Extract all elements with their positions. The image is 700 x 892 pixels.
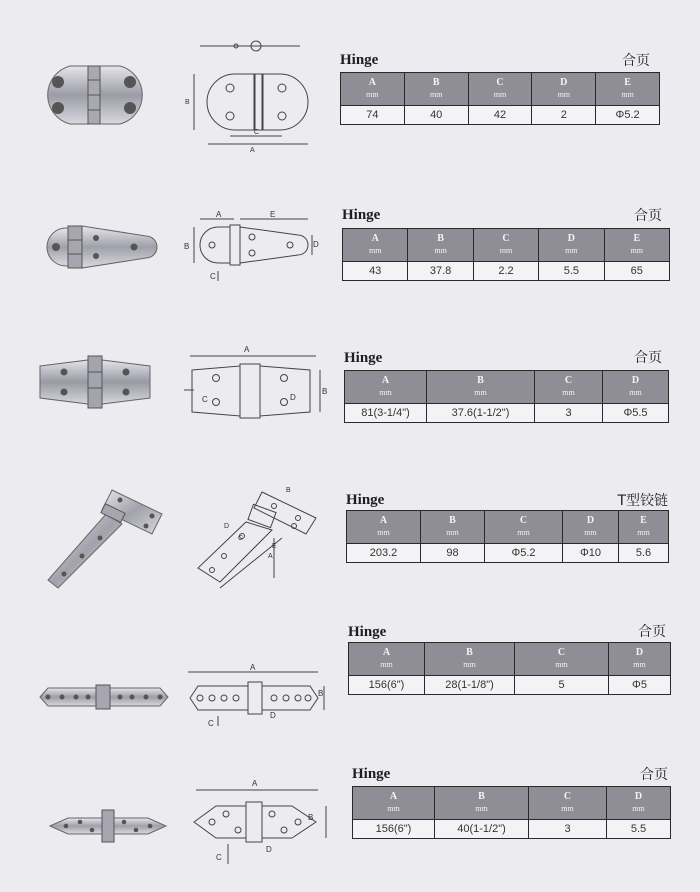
- unit-label: mm: [629, 388, 642, 397]
- value-c: 3: [529, 820, 607, 839]
- value-a: 43: [343, 262, 408, 281]
- column-letter: A: [382, 647, 391, 658]
- value-d: 2: [532, 106, 596, 125]
- unit-label: mm: [621, 90, 634, 99]
- unit-label: mm: [633, 660, 646, 669]
- value-a: 81(3-1/4"): [345, 404, 427, 423]
- header-b: [421, 511, 485, 544]
- column-letter: D: [560, 77, 568, 88]
- section-2-cn-title: 合页: [634, 208, 662, 224]
- header-d: [532, 73, 596, 106]
- header-e: [604, 229, 669, 262]
- header-b: [425, 643, 515, 676]
- section-6-cn-title: 合页: [640, 767, 668, 783]
- dim-label-e: E: [272, 543, 277, 550]
- value-a: 156(6"): [353, 820, 435, 839]
- value-e: Φ5.2: [596, 106, 660, 125]
- spec-table-1: [340, 72, 660, 125]
- header-d: [603, 371, 669, 404]
- hinge-photo-3: [30, 352, 160, 417]
- dim-label-d: D: [224, 523, 230, 530]
- dim-label-b: B: [308, 813, 314, 822]
- column-letter: E: [640, 515, 647, 526]
- unit-label: mm: [517, 528, 530, 537]
- column-letter: B: [432, 77, 440, 88]
- header-d: [563, 511, 619, 544]
- unit-label: mm: [377, 528, 390, 537]
- header-a: [341, 73, 405, 106]
- hinge-drawing-2: [180, 205, 320, 290]
- value-a: 156(6"): [349, 676, 425, 695]
- header-c: [529, 787, 607, 820]
- hinge-drawing-4: [190, 478, 340, 603]
- column-letter: A: [389, 791, 398, 802]
- dim-label-a: A: [250, 663, 256, 672]
- dim-label-a: A: [252, 779, 258, 788]
- value-d: Φ5.5: [603, 404, 669, 423]
- dim-label-d: D: [290, 393, 296, 402]
- value-e: 5.6: [619, 544, 669, 563]
- value-c: 3: [535, 404, 603, 423]
- header-a: [345, 371, 427, 404]
- hinge-photo-1: [30, 62, 160, 133]
- spec-table-3: [344, 370, 669, 423]
- column-letter: D: [586, 515, 595, 526]
- column-letter: A: [368, 77, 377, 88]
- header-a: [343, 229, 408, 262]
- column-letter: C: [502, 233, 510, 244]
- column-letter: B: [449, 515, 456, 526]
- dim-label-a: A: [216, 210, 222, 219]
- column-letter: D: [631, 375, 640, 386]
- header-e: [619, 511, 669, 544]
- header-b: [427, 371, 535, 404]
- column-letter: C: [519, 515, 528, 526]
- spec-table-6: [352, 786, 671, 839]
- header-c: [468, 73, 532, 106]
- value-e: 65: [604, 262, 669, 281]
- column-letter: B: [478, 791, 485, 802]
- dim-label-c: C: [238, 535, 244, 542]
- spec-table-5: [348, 642, 671, 695]
- column-letter: C: [557, 647, 566, 658]
- column-letter: E: [633, 233, 641, 244]
- spec-table-4: [346, 510, 669, 563]
- header-d: [539, 229, 604, 262]
- value-c: 42: [468, 106, 532, 125]
- column-letter: C: [563, 791, 572, 802]
- hinge-drawing-5: [180, 660, 330, 735]
- hinge-drawing-3: [180, 340, 330, 435]
- section-2-title: Hinge: [342, 207, 381, 223]
- value-b: 40: [404, 106, 468, 125]
- section-6-title: Hinge: [352, 766, 391, 782]
- value-b: 28(1-1/8"): [425, 676, 515, 695]
- hinge-photo-5: [34, 682, 174, 717]
- dim-label-e: E: [270, 210, 276, 219]
- header-b: [435, 787, 529, 820]
- spec-table-2: [342, 228, 670, 281]
- column-letter: C: [564, 375, 573, 386]
- dim-label-c: C: [208, 719, 214, 728]
- dim-label-b: B: [185, 99, 190, 106]
- section-3-cn-title: 合页: [634, 350, 662, 366]
- value-d: Φ5: [609, 676, 671, 695]
- header-c: [485, 511, 563, 544]
- unit-label: mm: [474, 388, 487, 397]
- dim-label-a: A: [268, 553, 273, 560]
- unit-label: mm: [429, 90, 443, 99]
- column-letter: A: [371, 233, 379, 244]
- dim-label-a: A: [244, 345, 250, 354]
- unit-label: mm: [637, 528, 650, 537]
- unit-label: mm: [557, 90, 571, 99]
- unit-label: mm: [368, 246, 382, 255]
- value-b: 40(1-1/2"): [435, 820, 529, 839]
- section-5-title: Hinge: [348, 624, 387, 640]
- unit-label: mm: [475, 804, 488, 813]
- value-b: 98: [421, 544, 485, 563]
- unit-label: mm: [463, 660, 476, 669]
- unit-label: mm: [499, 246, 513, 255]
- dim-label-d: D: [266, 845, 272, 854]
- column-letter: D: [634, 791, 643, 802]
- dim-label-b: B: [318, 689, 324, 698]
- section-4-title: Hinge: [346, 492, 385, 508]
- section-1-title: Hinge: [340, 52, 379, 68]
- column-letter: A: [381, 375, 390, 386]
- column-letter: C: [496, 77, 504, 88]
- value-d: 5.5: [607, 820, 671, 839]
- hinge-drawing-1: [180, 32, 320, 157]
- column-letter: D: [567, 233, 575, 244]
- value-a: 74: [341, 106, 405, 125]
- header-d: [609, 643, 671, 676]
- header-c: [535, 371, 603, 404]
- value-a: 203.2: [347, 544, 421, 563]
- unit-label: mm: [632, 804, 645, 813]
- dim-label-c: C: [202, 395, 208, 404]
- unit-label: mm: [493, 90, 507, 99]
- header-a: [347, 511, 421, 544]
- value-d: 5.5: [539, 262, 604, 281]
- hinge-photo-4: [40, 484, 170, 604]
- column-letter: B: [466, 647, 473, 658]
- unit-label: mm: [561, 804, 574, 813]
- column-letter: E: [624, 77, 631, 88]
- section-1-cn-title: 合页: [622, 53, 650, 69]
- unit-label: mm: [555, 660, 568, 669]
- column-letter: B: [437, 233, 444, 244]
- dim-label-c: C: [254, 129, 260, 136]
- value-b: 37.6(1-1/2"): [427, 404, 535, 423]
- dim-label-d: D: [270, 711, 276, 720]
- column-letter: B: [477, 375, 484, 386]
- header-c: [515, 643, 609, 676]
- unit-label: mm: [584, 528, 597, 537]
- dim-label-b: B: [184, 242, 190, 251]
- header-b: [408, 229, 473, 262]
- section-5-cn-title: 合页: [638, 624, 666, 640]
- hinge-drawing-6: [186, 772, 334, 877]
- header-d: [607, 787, 671, 820]
- header-e: [596, 73, 660, 106]
- header-c: [473, 229, 538, 262]
- unit-label: mm: [366, 90, 379, 99]
- unit-label: mm: [630, 246, 643, 255]
- unit-label: mm: [387, 804, 400, 813]
- header-a: [349, 643, 425, 676]
- dim-label-d: D: [313, 240, 319, 249]
- unit-label: mm: [565, 246, 578, 255]
- header-a: [353, 787, 435, 820]
- unit-label: mm: [380, 660, 393, 669]
- unit-label: mm: [434, 246, 447, 255]
- value-c: 2.2: [473, 262, 538, 281]
- value-c: 5: [515, 676, 609, 695]
- value-c: Φ5.2: [485, 544, 563, 563]
- hinge-photo-6: [44, 806, 174, 851]
- unit-label: mm: [379, 388, 392, 397]
- dim-label-c: C: [210, 272, 216, 281]
- dim-label-a: A: [250, 147, 255, 152]
- header-b: [404, 73, 468, 106]
- hinge-photo-2: [30, 222, 160, 277]
- dim-label-b: B: [286, 487, 291, 494]
- value-b: 37.8: [408, 262, 473, 281]
- column-letter: A: [379, 515, 388, 526]
- value-d: Φ10: [563, 544, 619, 563]
- unit-label: mm: [446, 528, 459, 537]
- column-letter: D: [635, 647, 644, 658]
- dim-label-c: C: [216, 853, 222, 862]
- dim-label-b: B: [322, 387, 328, 396]
- section-4-cn-title: T型铰链: [617, 493, 668, 509]
- section-3-title: Hinge: [344, 350, 383, 366]
- unit-label: mm: [562, 388, 575, 397]
